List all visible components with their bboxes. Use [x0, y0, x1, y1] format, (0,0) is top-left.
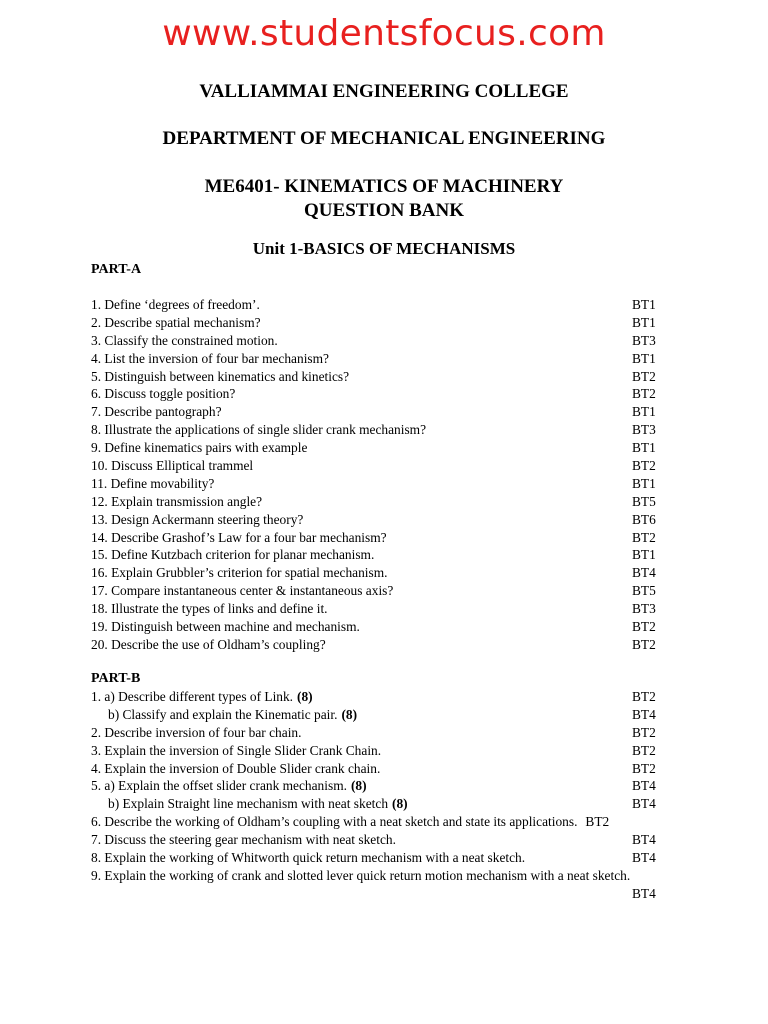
list-item [91, 439, 721, 457]
blooms-level: BT2 [632, 619, 656, 635]
list-item [91, 332, 721, 350]
question-text: 20. Describe the use of Oldham’s coupling? [91, 636, 326, 652]
blooms-level: BT3 [632, 332, 656, 348]
blooms-level: BT4 [632, 778, 656, 794]
question-text: 10. Discuss Elliptical trammel [91, 458, 254, 474]
list-item [91, 403, 721, 421]
department-name: DEPARTMENT OF MECHANICAL ENGINEERING [162, 128, 606, 149]
list-item [91, 457, 721, 475]
list-item [91, 795, 721, 813]
question-text [91, 795, 408, 813]
unit-title: Unit 1-BASICS OF MECHANISMS [252, 239, 516, 258]
question-text: 4. List the inversion of four bar mechanism? [91, 350, 329, 366]
question-text [91, 688, 313, 706]
document-title: QUESTION BANK [304, 200, 464, 221]
list-item [91, 618, 721, 636]
question-text: 15. Define Kutzbach criterion for planar mechanism. [91, 547, 375, 563]
blooms-level: BT3 [632, 601, 656, 617]
blooms-level: BT3 [632, 422, 656, 438]
question-text: 18. Illustrate the types of links and define it. [91, 601, 328, 617]
part-a-heading: PART-A [91, 262, 142, 277]
blooms-level: BT2 [632, 386, 656, 402]
blooms-level: BT6 [632, 511, 656, 527]
blooms-level: BT5 [632, 583, 656, 599]
blooms-level: BT5 [632, 493, 656, 509]
question-marks: (8) [341, 706, 358, 722]
list-item [91, 493, 721, 511]
question-text: 11. Define movability? [91, 475, 215, 491]
question-text: 6. Discuss toggle position? [91, 386, 236, 402]
blooms-level: BT2 [632, 636, 656, 652]
list-item [91, 849, 721, 867]
blooms-level: BT2 [632, 458, 656, 474]
list-item [91, 742, 721, 760]
question-text: 2. Describe spatial mechanism? [91, 314, 261, 330]
question-text: 19. Distinguish between machine and mechanism. [91, 619, 360, 635]
question-text: 8. Explain the working of Whitworth quick return mechanism with a neat sketch. [91, 850, 526, 866]
list-item [91, 564, 721, 582]
question-text: 1. Define ‘degrees of freedom’. [91, 297, 260, 312]
question-text: 13. Design Ackermann steering theory? [91, 511, 304, 527]
question-text: 16. Explain Grubbler’s criterion for spatial mechanism. [91, 565, 388, 581]
question-body: 5. a) Explain the offset slider crank mechanism. [91, 778, 347, 794]
blooms-level: BT4 [632, 565, 656, 581]
part-b-question-list [91, 688, 721, 901]
list-item [91, 777, 721, 795]
list-item [91, 688, 721, 706]
list-item [91, 421, 721, 439]
site-url-watermark: www.studentsfocus.com [162, 13, 606, 54]
question-text: 14. Describe Grashof’s Law for a four bar mechanism? [91, 529, 387, 545]
list-item [91, 314, 721, 332]
blooms-level: BT2 [632, 724, 656, 740]
blooms-level: BT1 [632, 404, 656, 420]
blooms-level: BT4 [632, 832, 656, 848]
blooms-level: BT2 [632, 368, 656, 384]
list-item [91, 475, 721, 493]
list-item [91, 385, 721, 403]
question-text: 4. Explain the inversion of Double Slider crank chain. [91, 760, 381, 776]
list-item [91, 350, 721, 368]
question-body: 1. a) Describe different types of Link. [91, 689, 294, 704]
question-text: 8. Illustrate the applications of single slider crank mechanism? [91, 422, 427, 438]
blooms-level: BT4 [632, 850, 656, 866]
question-marks: (8) [297, 689, 313, 704]
list-item [91, 636, 721, 654]
blooms-level: BT4 [632, 796, 656, 812]
list-item [91, 813, 721, 831]
question-marks: (8) [350, 778, 367, 794]
list-item [91, 600, 721, 618]
list-item [91, 296, 721, 314]
blooms-level: BT4 [632, 706, 656, 722]
blooms-level: BT4 [632, 885, 656, 901]
question-text [91, 706, 357, 724]
question-text: 2. Describe inversion of four bar chain. [91, 724, 302, 740]
question-text: 3. Explain the inversion of Single Slider Crank Chain. [91, 742, 382, 758]
blooms-level: BT1 [632, 350, 656, 366]
list-item [91, 831, 721, 849]
blooms-level: BT1 [632, 547, 656, 563]
blooms-level: BT1 [632, 314, 656, 330]
question-text: 7. Discuss the steering gear mechanism with neat sketch. [91, 832, 396, 848]
question-text: 17. Compare instantaneous center & instantaneous axis? [91, 583, 394, 599]
question-text: 3. Classify the constrained motion. [91, 332, 278, 348]
list-item [91, 582, 721, 600]
question-text: 6. Describe the working of Oldham’s coupling with a neat sketch and state its applications. [91, 814, 578, 830]
list-item [91, 724, 721, 742]
list-item [91, 760, 721, 778]
list-item [91, 546, 721, 564]
question-body: b) Classify and explain the Kinematic pair. [108, 706, 338, 722]
blooms-level: BT1 [632, 475, 656, 491]
blooms-level: BT1 [632, 297, 656, 312]
college-name: VALLIAMMAI ENGINEERING COLLEGE [199, 81, 569, 102]
blooms-level: BT2 [632, 689, 656, 704]
course-title: ME6401- KINEMATICS OF MACHINERY [204, 176, 564, 197]
question-text: 9. Explain the working of crank and slotted lever quick return motion mechanism with a neat sketch. [91, 867, 631, 883]
blooms-level: BT2 [632, 529, 656, 545]
part-a-question-list [91, 296, 721, 654]
list-item [91, 867, 721, 901]
list-item [91, 368, 721, 386]
list-item [91, 706, 721, 724]
question-body: b) Explain Straight line mechanism with neat sketch [108, 796, 389, 812]
blooms-level: BT2 [632, 760, 656, 776]
part-b-heading: PART-B [91, 671, 141, 686]
question-text: 12. Explain transmission angle? [91, 493, 263, 509]
blooms-level: BT1 [632, 440, 656, 456]
list-item [91, 529, 721, 547]
list-item [91, 511, 721, 529]
question-marks: (8) [392, 796, 408, 812]
blooms-level: BT2 [585, 814, 610, 830]
question-text: 5. Distinguish between kinematics and kinetics? [91, 368, 350, 384]
question-text [91, 777, 367, 795]
blooms-level: BT2 [632, 742, 656, 758]
question-text: 9. Define kinematics pairs with example [91, 440, 308, 456]
question-text: 7. Describe pantograph? [91, 404, 222, 420]
